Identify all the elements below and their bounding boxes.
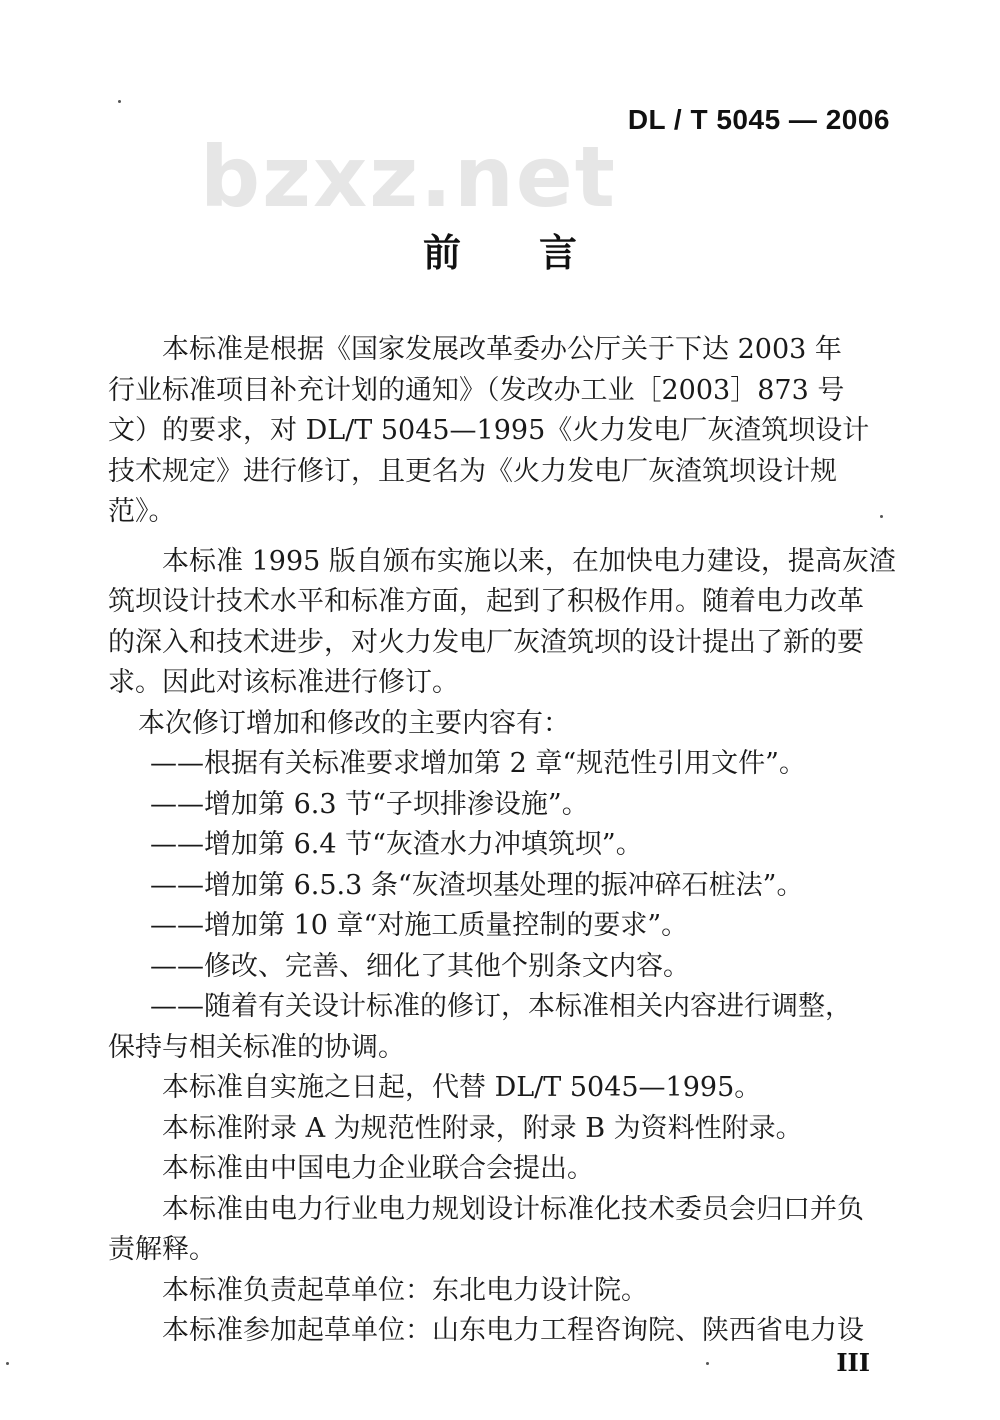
text-line: 本标准附录 A 为规范性附录，附录 B 为资料性附录。 [162, 1112, 803, 1144]
scan-speck [6, 1362, 9, 1365]
scan-speck [118, 100, 121, 103]
text-line: 本标准 1995 版自颁布实施以来，在加快电力建设，提高灰渣 [162, 545, 896, 577]
text-line: 的深入和技术进步，对火力发电厂灰渣筑坝的设计提出了新的要 [108, 626, 864, 658]
text-line: 文）的要求，对 DL/T 5045—1995《火力发电厂灰渣筑坝设计 [108, 415, 870, 446]
scan-speck [880, 515, 883, 518]
text-line: 责解释。 [108, 1234, 216, 1265]
text-line: 本标准负责起草单位：东北电力设计院。 [162, 1274, 648, 1306]
text-line: 求。因此对该标准进行修订。 [108, 667, 459, 698]
text-line: 技术规定》进行修订，且更名为《火力发电厂灰渣筑坝设计规 [108, 455, 837, 487]
list-item: ——增加第 6.3 节“子坝排渗设施”。 [150, 788, 589, 820]
standard-code: DL / T 5045 — 2006 [627, 104, 890, 135]
text-line: 本次修订增加和修改的主要内容有： [138, 707, 570, 739]
text-line: 本标准是根据《国家发展改革委办公厅关于下达 2003 年 [162, 334, 842, 365]
text-line: 本标准由中国电力企业联合会提出。 [162, 1153, 594, 1184]
list-item: ——增加第 6.5.3 条“灰渣坝基处理的振冲碎石桩法”。 [150, 869, 804, 901]
text-line: 本标准自实施之日起，代替 DL/T 5045—1995。 [162, 1072, 762, 1103]
list-item: ——根据有关标准要求增加第 2 章“规范性引用文件”。 [150, 748, 806, 779]
text-line: 本标准参加起草单位：山东电力工程咨询院、陕西省电力设 [162, 1315, 864, 1346]
list-item: ——增加第 6.4 节“灰渣水力冲填筑坝”。 [150, 829, 643, 860]
watermark: bzxz.net [200, 128, 617, 226]
page-title: 前言 [422, 231, 655, 275]
list-item: ——修改、完善、细化了其他个别条文内容。 [150, 950, 690, 982]
text-line: 筑坝设计技术水平和标准方面，起到了积极作用。随着电力改革 [108, 586, 864, 617]
page-number: III [836, 1348, 870, 1377]
text-line: 保持与相关标准的协调。 [108, 1031, 405, 1063]
text-line: 行业标准项目补充计划的通知》（发改办工业［2003］873 号 [108, 374, 845, 406]
text-line: 本标准由电力行业电力规划设计标准化技术委员会归口并负 [162, 1193, 864, 1225]
list-item: ——随着有关设计标准的修订，本标准相关内容进行调整， [150, 991, 852, 1022]
list-item: ——增加第 10 章“对施工质量控制的要求”。 [150, 910, 689, 941]
text-line: 范》。 [108, 496, 176, 527]
preface-body [108, 330, 896, 1352]
scan-speck [706, 1362, 709, 1365]
